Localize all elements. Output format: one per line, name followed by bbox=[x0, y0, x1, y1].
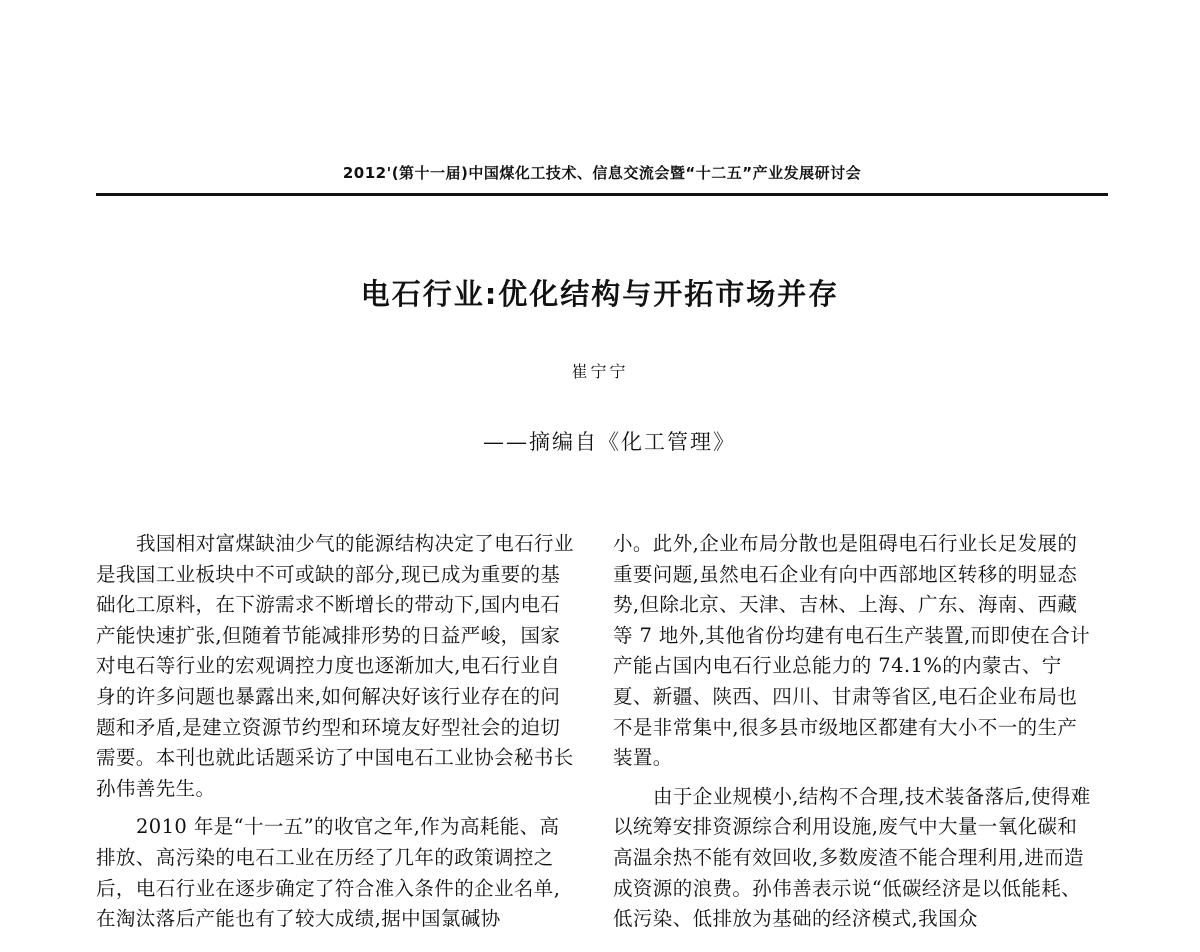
paragraph: 小。此外,企业布局分散也是阻碍电石行业长足发展的重要问题,虽然电石企业有向中西部地区转移的明显态势,但除北京、天津、吉林、上海、广东、海南、西藏等 7 地外,其他省份均建有电石生产装置,而即使在合计产能占国内电石行业总能力的 74.1%的内蒙古、宁夏、新疆、陕西、四川、甘肃等省区,电石企业布局也不是非常集中,很多县市级地区都建有大小不一的生产装置。 bbox=[613, 532, 1091, 770]
article-title: 电石行业:优化结构与开拓市场并存 bbox=[360, 277, 840, 311]
header-rule bbox=[96, 193, 1108, 196]
right-column bbox=[613, 529, 1093, 943]
running-header: 2012'(第十一届)中国煤化工技术、信息交流会暨“十二五”产业发展研讨会 bbox=[342, 164, 862, 182]
paragraph: 由于企业规模小,结构不合理,技术装备落后,使得难以统筹安排资源综合利用设施,废气中大量一氧化碳和高温余热不能有效回收,多数废渣不能合理利用,进而造成资源的浪费。孙伟善表示说“低碳经济是以低能耗、低污染、低排放为基础的经济模式,我国众 bbox=[613, 784, 1091, 931]
paragraph: 2010 年是“十一五”的收官之年,作为高耗能、高排放、高污染的电石工业在历经了几年的政策调控之后，电石行业在逐步确定了符合准入条件的企业名单,在淘汰落后产能也有了较大成绩,据中国氯碱协 bbox=[96, 815, 561, 931]
article-source: ——摘编自《化工管理》 bbox=[483, 430, 736, 454]
article-author: 崔宁宁 bbox=[571, 362, 629, 381]
left-column bbox=[96, 529, 576, 943]
paragraph: 我国相对富煤缺油少气的能源结构决定了电石行业是我国工业板块中不可或缺的部分,现已成为重要的基础化工原料，在下游需求不断增长的带动下,国内电石产能快速扩张,但随着节能减排形势的日益严峻，国家对电石等行业的宏观调控力度也逐渐加大,电石行业自身的许多问题也暴露出来,如何解决好该行业存在的问题和矛盾,是建立资源节约型和环境友好型社会的迫切需要。本刊也就此话题采访了中国电石工业协会秘书长孙伟善先生。 bbox=[96, 532, 574, 800]
